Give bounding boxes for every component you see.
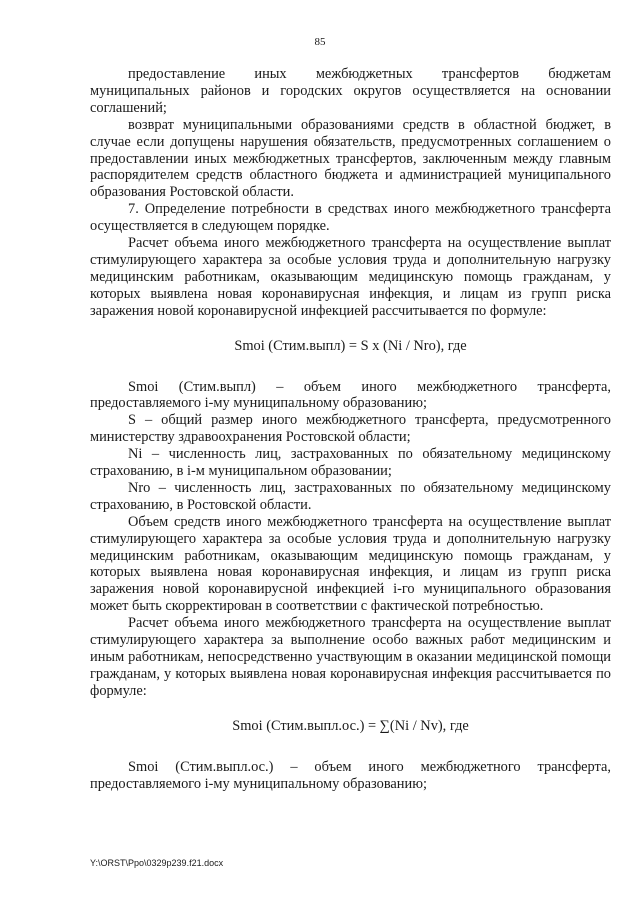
definition: Ni – численность лиц, застрахованных по обязательному медицинскому страхованию, в i-м муниципальном образовании; bbox=[90, 446, 611, 480]
footer-file-path: Y:\ORST\Ppo\0329p239.f21.docx bbox=[90, 858, 224, 868]
paragraph: Расчет объема иного межбюджетного трансферта на осуществление выплат стимулирующего характера за особые условия труда и дополнительную нагрузку медицинским работникам, оказывающим медицинскую помощь гражданам, у которых выявлена новая коронавирусная инфекция, и лицам из групп риска заражения новой коронавирусной инфекцией рассчитывается по формуле: bbox=[90, 235, 611, 319]
paragraph: возврат муниципальными образованиями средств в областной бюджет, в случае если допущены нарушения обязательств, предусмотренных соглашением о предоставлении иных межбюджетных трансфертов, заключенным между главным распорядителем средств областного бюджета и администрацией муниципального образования Ростовской области. bbox=[90, 116, 611, 201]
paragraph: Объем средств иного межбюджетного трансферта на осуществление выплат стимулирующего характера за особые условия труда и дополнительную нагрузку медицинским работникам, оказывающим медицинскую помощь гражданам, у которых выявлена новая коронавирусная инфекция, и лицам из групп риска заражения новой коронавирусной инфекцией i-го муниципального образования может быть скорректирован в соответствии с фактической потребностью. bbox=[90, 513, 611, 615]
document-body bbox=[90, 66, 611, 792]
paragraph: предоставление иных межбюджетных трансфертов бюджетам муниципальных районов и городских округов осуществляется на основании соглашений; bbox=[90, 66, 611, 116]
formula-1: Smoi (Стим.выпл) = S x (Ni / Nro), где bbox=[234, 337, 467, 354]
page-number: 85 bbox=[314, 36, 326, 48]
paragraph: Расчет объема иного межбюджетного трансферта на осуществление выплат стимулирующего характера за выполнение особо важных работ медицинским и иным работникам, непосредственно участвующим в оказании медицинской помощи гражданам, у которых выявлена новая коронавирусная инфекция рассчитывается по формуле: bbox=[90, 615, 611, 699]
formula-2: Smoi (Стим.выпл.ос.) = ∑(Ni / Nv), где bbox=[232, 717, 469, 734]
definition: Smoi (Стим.выпл) – объем иного межбюджетного трансферта, предоставляемого i-му муниципальному образованию; bbox=[90, 378, 611, 412]
definition: S – общий размер иного межбюджетного трансферта, предусмотренного министерству здравоохранения Ростовской области; bbox=[90, 412, 611, 446]
definition: Smoi (Стим.выпл.ос.) – объем иного межбюджетного трансферта, предоставляемого i-му муниципальному образованию; bbox=[90, 758, 611, 792]
paragraph: 7. Определение потребности в средствах иного межбюджетного трансферта осуществляется в следующем порядке. bbox=[90, 201, 611, 235]
definition: Nro – численность лиц, застрахованных по обязательному медицинскому страхованию, в Ростовской области. bbox=[90, 479, 611, 513]
